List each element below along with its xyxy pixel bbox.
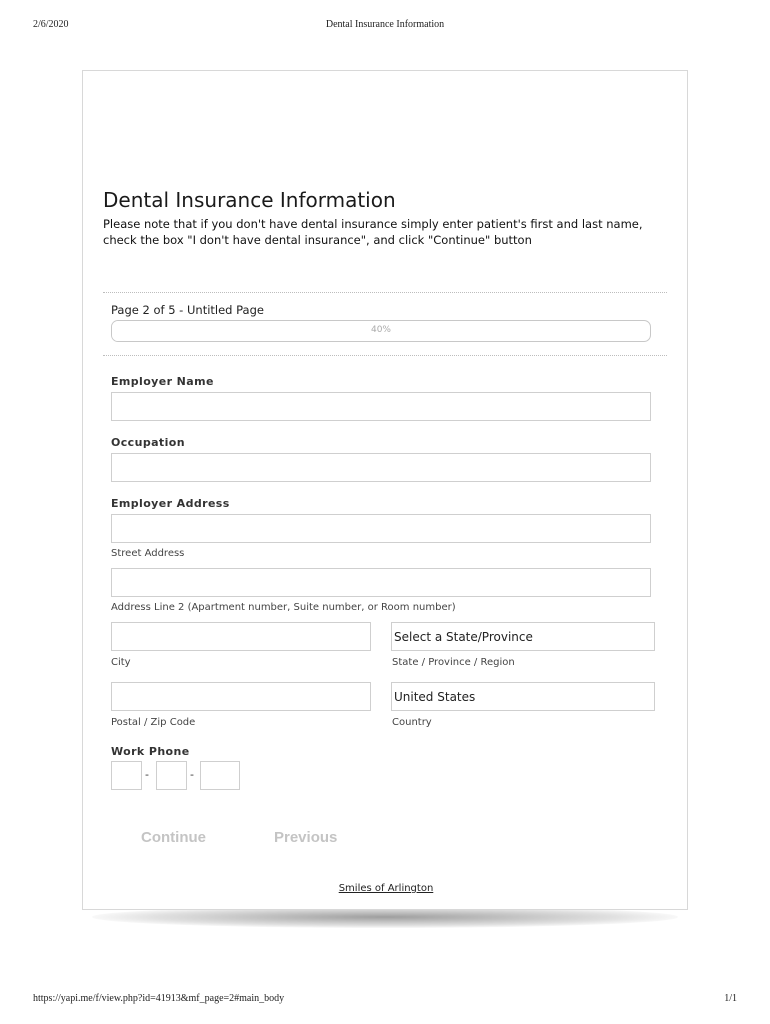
city-label: City: [111, 657, 131, 668]
divider-bottom: [103, 355, 667, 356]
country-label: Country: [392, 717, 432, 728]
address-line2-label: Address Line 2 (Apartment number, Suite number, or Room number): [111, 602, 456, 613]
form-description: Please note that if you don't have dental insurance simply enter patient's first and last name, check the box "I don't have dental insurance", and click "Continue" button: [103, 217, 643, 247]
state-select[interactable]: Select a State/Province: [391, 622, 655, 651]
address-line2-input[interactable]: [111, 568, 651, 597]
phone-line-input[interactable]: [200, 761, 240, 790]
country-select[interactable]: United States: [391, 682, 655, 711]
divider-top: [103, 292, 667, 293]
print-url: https://yapi.me/f/view.php?id=41913&mf_page=2#main_body: [33, 993, 285, 1004]
zip-label: Postal / Zip Code: [111, 717, 196, 728]
occupation-input[interactable]: [111, 453, 651, 482]
employer-address-label: Employer Address: [111, 497, 230, 510]
employer-name-input[interactable]: [111, 392, 651, 421]
form-title: Dental Insurance Information: [103, 188, 396, 212]
zip-input[interactable]: [111, 682, 371, 711]
phone-separator-1: -: [145, 768, 149, 781]
previous-button[interactable]: Previous: [274, 829, 338, 846]
phone-area-code-input[interactable]: [111, 761, 142, 790]
employer-name-label: Employer Name: [111, 375, 214, 388]
print-date: 2/6/2020: [33, 19, 69, 30]
page-indicator: Page 2 of 5 - Untitled Page: [111, 303, 264, 317]
phone-prefix-input[interactable]: [156, 761, 187, 790]
progress-text: 40%: [370, 325, 391, 335]
occupation-label: Occupation: [111, 436, 185, 449]
city-input[interactable]: [111, 622, 371, 651]
form-card: [82, 70, 688, 910]
print-page-count: 1/1: [724, 993, 737, 1004]
street-address-input[interactable]: [111, 514, 651, 543]
print-title: Dental Insurance Information: [325, 19, 445, 30]
work-phone-label: Work Phone: [111, 745, 190, 758]
footer-link[interactable]: Smiles of Arlington: [338, 883, 434, 894]
progress-bar: [111, 320, 651, 342]
state-label: State / Province / Region: [392, 657, 515, 668]
phone-separator-2: -: [190, 768, 194, 781]
street-address-label: Street Address: [111, 548, 185, 559]
continue-button[interactable]: Continue: [141, 829, 206, 846]
